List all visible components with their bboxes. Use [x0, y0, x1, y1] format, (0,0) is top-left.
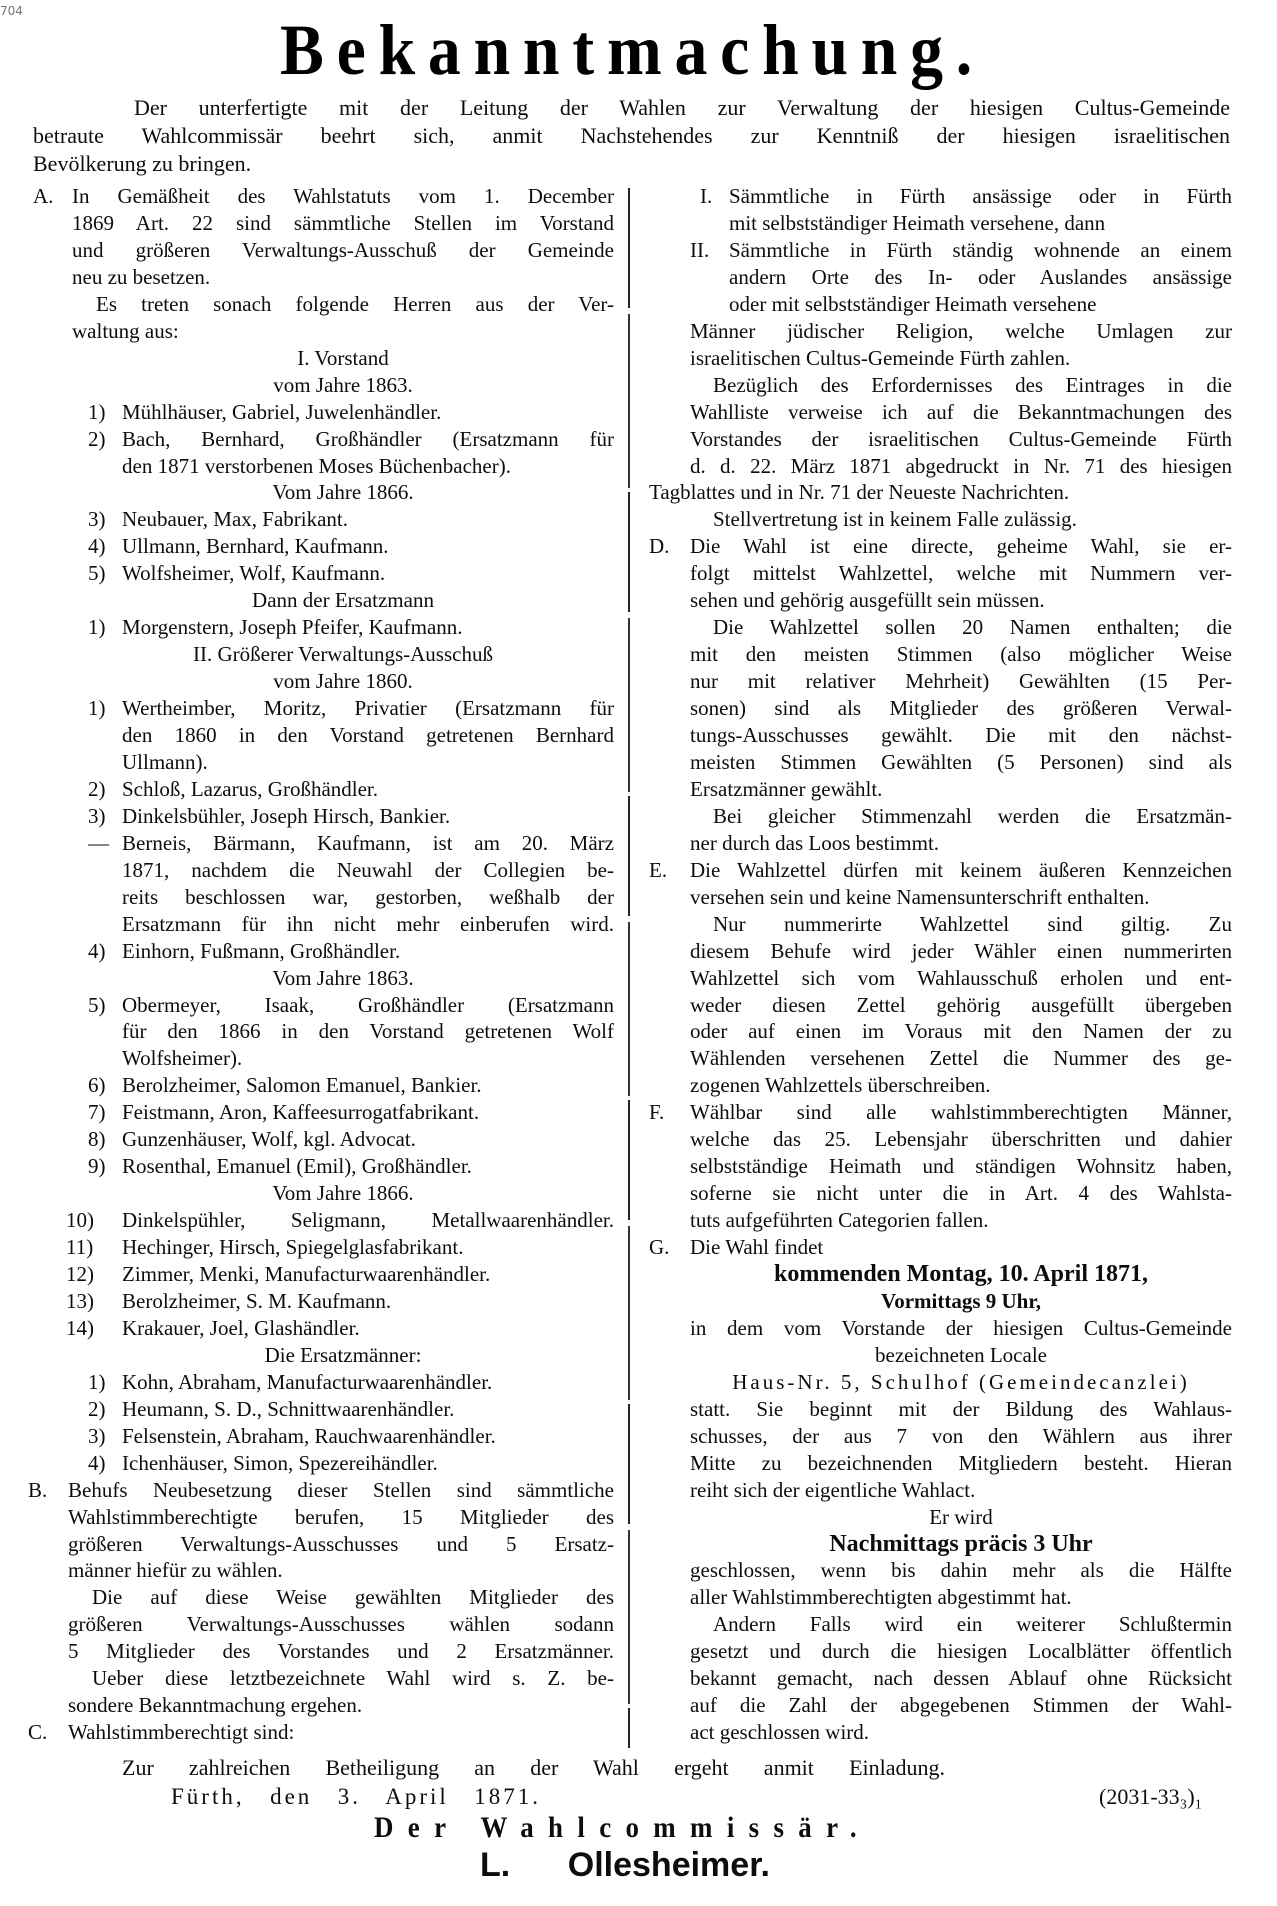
text-line — [713, 506, 1232, 533]
text-line — [122, 803, 614, 830]
text-line — [122, 1072, 614, 1099]
line-text: Wolfsheimer). — [122, 1046, 243, 1071]
text-line — [690, 641, 1232, 668]
line-text: versehen sein und keine Namensunterschrift enthalten. — [690, 884, 1150, 909]
line-text: Dinkelspühler, Seligmann, Metallwaarenhändler. — [122, 1208, 614, 1233]
line-text: Wahlstimmberechtigte berufen, 15 Mitglieder des — [68, 1504, 614, 1529]
text-line — [713, 911, 1232, 938]
section-label: II. — [690, 237, 710, 262]
text-line — [68, 1719, 614, 1746]
line-text: reiht sich der eigentliche Wahlact. — [690, 1477, 976, 1502]
line-text: Stellvertretung ist in keinem Falle zulässig. — [713, 507, 1077, 532]
text-line — [72, 668, 614, 695]
line-text: Bevölkerung zu bringen. — [33, 151, 252, 176]
text-line — [690, 533, 1232, 560]
line-text: Vom Jahre 1866. — [272, 480, 414, 505]
line-text: Die Wahlzettel sollen 20 Namen enthalten; die — [713, 615, 1232, 640]
line-text: waltung aus: — [72, 318, 179, 343]
intro-line — [134, 94, 1230, 121]
section-label: 11) — [66, 1235, 94, 1260]
text-line — [690, 1153, 1232, 1180]
section-label: 3) — [88, 507, 106, 532]
line-text: Ersatzmänner gewählt. — [690, 776, 883, 801]
line-text: schusses, der aus 7 von den Wählern aus ihrer — [690, 1423, 1232, 1448]
section-label: 1) — [88, 696, 106, 721]
text-line — [729, 183, 1232, 210]
line-text: Bei gleicher Stimmenzahl werden die Ersatzmän- — [713, 803, 1232, 828]
text-line — [68, 1638, 614, 1665]
text-line — [122, 884, 614, 911]
line-text: tuts aufgeführten Categorien fallen. — [690, 1208, 989, 1233]
text-line — [122, 506, 614, 533]
line-text: folgt mittelst Wahlzettel, welche mit Nummern ver- — [690, 561, 1232, 586]
section-label: 4) — [88, 534, 106, 559]
text-line — [690, 1018, 1232, 1045]
line-text: Die auf diese Weise gewählten Mitglieder des — [92, 1585, 614, 1610]
page-number: 704 — [0, 4, 23, 18]
line-text: Kohn, Abraham, Manufacturwaarenhändler. — [122, 1369, 493, 1394]
text-line — [690, 426, 1232, 453]
line-text: In Gemäßheit des Wahlstatuts vom 1. December — [72, 184, 614, 208]
text-line — [690, 749, 1232, 776]
text-line — [122, 992, 614, 1019]
line-text: oder mit selbstständiger Heimath versehene — [729, 291, 1097, 316]
line-text: Vom Jahre 1863. — [272, 965, 414, 990]
text-line — [122, 533, 614, 560]
section-label: 14) — [66, 1315, 94, 1340]
text-line — [122, 453, 614, 480]
section-label: C. — [28, 1720, 48, 1745]
text-line — [690, 857, 1232, 884]
line-text: mit selbstständiger Heimath versehene, dann — [729, 210, 1106, 235]
text-line — [690, 587, 1232, 614]
section-label: A. — [33, 184, 54, 208]
line-text: Er wird — [929, 1504, 993, 1529]
line-text: für den 1866 in den Vorstand getretenen Wolf — [122, 1019, 614, 1044]
line-text: mit den meisten Stimmen (also möglicher Weise — [690, 642, 1232, 667]
line-text: sondere Bekanntmachung ergehen. — [68, 1693, 363, 1718]
line-text: Hechinger, Hirsch, Spiegelglasfabrikant. — [122, 1235, 464, 1260]
text-line — [122, 1207, 614, 1234]
line-text: diesem Behufe wird jeder Wähler einen nummerirten — [690, 938, 1232, 963]
line-text: Gunzenhäuser, Wolf, kgl. Advocat. — [122, 1127, 416, 1152]
text-line — [729, 291, 1232, 318]
section-label: 8) — [88, 1127, 106, 1152]
section-label: 2) — [88, 426, 106, 451]
line-text: Rosenthal, Emanuel (Emil), Großhändler. — [122, 1154, 472, 1179]
line-text: statt. Sie beginnt mit der Bildung des Wahlaus- — [690, 1396, 1232, 1421]
text-line — [122, 722, 614, 749]
text-line — [690, 695, 1232, 722]
line-text: andern Orte des In- oder Auslandes ansässige — [729, 264, 1232, 289]
line-text: Berolzheimer, S. M. Kaufmann. — [122, 1288, 392, 1313]
section-label: 12) — [66, 1262, 94, 1286]
line-text: Sämmtliche in Fürth ständig wohnende an einem — [729, 237, 1232, 262]
line-text: Nachmittags präcis 3 Uhr — [829, 1530, 1093, 1557]
text-line — [690, 1369, 1232, 1396]
text-line — [72, 264, 614, 291]
text-line — [690, 1126, 1232, 1153]
line-text: auf die Zahl der abgegebenen Stimmen der Wahl- — [690, 1693, 1232, 1718]
line-text: in dem vom Vorstande der hiesigen Cultus-Gemeinde — [690, 1315, 1232, 1340]
line-text: Zimmer, Menki, Manufacturwaarenhändler. — [122, 1262, 491, 1286]
line-text: Vormittags 9 Uhr, — [880, 1288, 1042, 1313]
line-text: Die Wahlzettel dürfen mit keinem äußeren Kennzeichen — [690, 857, 1232, 882]
text-line — [122, 560, 614, 587]
reference-number: (2031-33₃)₁ — [1099, 1784, 1203, 1809]
section-label: F. — [649, 1100, 665, 1125]
text-line — [122, 1126, 614, 1153]
text-line — [690, 1342, 1232, 1369]
text-line — [729, 210, 1232, 237]
text-line — [122, 1099, 614, 1126]
line-text: Ueber diese letztbezeichnete Wahl wird s. Z. be- — [92, 1666, 614, 1691]
text-line — [690, 992, 1232, 1019]
line-text: vom Jahre 1863. — [273, 372, 413, 397]
text-line — [690, 453, 1232, 480]
text-line — [122, 1423, 614, 1450]
line-text: Wählbar sind alle wahlstimmberechtigten Männer, — [690, 1100, 1232, 1125]
text-line — [122, 1396, 614, 1423]
text-line — [690, 1261, 1232, 1288]
text-line — [122, 749, 614, 776]
line-text: Felsenstein, Abraham, Rauchwaarenhändler. — [122, 1423, 496, 1448]
line-text: und größeren Verwaltungs-Ausschuß der Gemeinde — [72, 237, 614, 262]
line-text: I. Vorstand — [297, 345, 389, 370]
line-text: größeren Verwaltungs-Ausschusses wählen sodann — [68, 1612, 614, 1637]
text-line — [72, 641, 614, 668]
text-line — [72, 587, 614, 614]
text-line — [72, 965, 614, 992]
text-line — [122, 1018, 614, 1045]
text-line — [690, 776, 1232, 803]
text-line — [122, 695, 614, 722]
line-text: act geschlossen wird. — [690, 1720, 870, 1745]
line-text: Wahlliste verweise ich auf die Bekanntmachungen des — [690, 399, 1232, 424]
line-text: 1871, nachdem die Neuwahl der Collegien be- — [122, 857, 614, 882]
line-text: nur mit relativer Mehrheit) Gewählten (15 Per- — [690, 669, 1232, 694]
line-text: Obermeyer, Isaak, Großhändler (Ersatzmann — [122, 992, 614, 1017]
line-text: selbstständige Heimath und ständigen Wohnsitz haben, — [690, 1154, 1232, 1179]
text-line — [72, 237, 614, 264]
text-line — [92, 1665, 614, 1692]
line-text: Tagblattes und in Nr. 71 der Neueste Nachrichten. — [649, 480, 1070, 505]
intro-line — [33, 122, 1230, 149]
line-text: bezeichneten Locale — [875, 1342, 1047, 1367]
text-line — [713, 372, 1232, 399]
text-line — [690, 830, 1232, 857]
line-text: Mitte zu bezeichnenden Mitgliedern besteht. Hieran — [690, 1450, 1232, 1475]
section-label: 6) — [88, 1073, 106, 1098]
text-line — [690, 722, 1232, 749]
signatory-title: Der Wahlcommissär. — [374, 1811, 871, 1844]
line-text: Es treten sonach folgende Herren aus der Ver- — [96, 291, 614, 316]
line-text: II. Größerer Verwaltungs-Ausschuß — [193, 642, 493, 667]
section-label: G. — [649, 1235, 670, 1260]
text-line — [96, 291, 614, 318]
text-line — [72, 479, 614, 506]
section-label: 5) — [88, 561, 106, 586]
line-text: tungs-Ausschusses gewählt. Die mit den nächst- — [690, 723, 1232, 747]
section-label: 9) — [88, 1154, 106, 1179]
text-line — [122, 1234, 614, 1261]
section-label: E. — [649, 857, 668, 882]
text-line — [68, 1557, 614, 1584]
line-text: Feistmann, Aron, Kaffeesurrogatfabrikant. — [122, 1100, 480, 1125]
line-text: weder diesen Zettel gehörig ausgefüllt übergeben — [690, 992, 1232, 1017]
text-line — [690, 1531, 1232, 1558]
line-text: Andern Falls wird ein weiterer Schlußtermin — [713, 1612, 1232, 1637]
text-line — [690, 399, 1232, 426]
text-line — [122, 1153, 614, 1180]
line-text: Bach, Bernhard, Großhändler (Ersatzmann für — [122, 426, 614, 451]
section-label: I. — [700, 184, 713, 208]
text-line — [690, 1099, 1232, 1126]
line-text: Morgenstern, Joseph Pfeifer, Kaufmann. — [122, 615, 463, 640]
line-text: sonen) sind als Mitglieder des größeren Verwal- — [690, 696, 1232, 721]
text-line — [713, 614, 1232, 641]
line-text: gesetzt und durch die hiesigen Localblätter öffentlich — [690, 1639, 1232, 1664]
text-line — [690, 318, 1232, 345]
text-line — [72, 318, 614, 345]
line-text: Wahlstimmberechtigt sind: — [68, 1720, 295, 1745]
line-text: Wertheimber, Moritz, Privatier (Ersatzmann für — [122, 696, 614, 721]
text-line — [690, 1584, 1232, 1611]
text-line — [122, 1045, 614, 1072]
text-line — [68, 1477, 614, 1504]
text-line — [122, 830, 614, 857]
text-line — [713, 1611, 1232, 1638]
line-text: Bezüglich des Erfordernisses des Eintrages in die — [713, 372, 1232, 397]
line-text: d. d. 22. März 1871 abgedruckt in Nr. 71 des hiesigen — [690, 453, 1232, 478]
line-text: zogenen Wahlzettels überschreiben. — [690, 1073, 991, 1098]
line-text: oder auf einen im Voraus mit den Namen der zu — [690, 1019, 1232, 1044]
line-text: geschlossen, wenn bis dahin mehr als die Hälfte — [690, 1558, 1232, 1583]
line-text: Behufs Neubesetzung dieser Stellen sind sämmtliche — [68, 1477, 614, 1502]
section-label: 13) — [66, 1288, 94, 1313]
text-line — [690, 938, 1232, 965]
line-text: Der unterfertigte mit der Leitung der Wahlen zur Verwaltung der hiesigen Cultus-Gemeinde — [134, 95, 1230, 120]
text-line — [690, 1207, 1232, 1234]
text-line — [72, 1342, 614, 1369]
text-line — [690, 1719, 1232, 1746]
line-text: sehen und gehörig ausgefüllt sein müssen. — [690, 588, 1045, 613]
text-line — [122, 1315, 614, 1342]
section-label: B. — [28, 1477, 48, 1502]
text-line — [122, 399, 614, 426]
text-line — [690, 1180, 1232, 1207]
page-title: Bekanntmachung. — [280, 10, 985, 90]
text-line — [690, 1692, 1232, 1719]
text-line — [690, 1423, 1232, 1450]
line-text: Berolzheimer, Salomon Emanuel, Bankier. — [122, 1073, 482, 1098]
section-label: 1) — [88, 615, 106, 640]
section-label: 2) — [88, 776, 106, 801]
line-text: kommenden Montag, 10. April 1871, — [773, 1261, 1148, 1287]
line-text: Haus-Nr. 5, Schulhof (Gemeindecanzlei) — [732, 1369, 1190, 1394]
text-line — [122, 1288, 614, 1315]
text-line — [122, 614, 614, 641]
line-text: Heumann, S. D., Schnittwaarenhändler. — [122, 1396, 455, 1421]
text-line — [690, 1557, 1232, 1584]
text-line — [713, 803, 1232, 830]
line-text: meisten Stimmen Gewählten (5 Personen) sind als — [690, 749, 1232, 774]
line-text: 5 Mitglieder des Vorstandes und 2 Ersatzmänner. — [68, 1639, 614, 1664]
text-line — [122, 1261, 614, 1288]
text-line — [72, 183, 614, 210]
line-text: Ullmann, Bernhard, Kaufmann. — [122, 534, 389, 559]
line-text: ner durch das Loos bestimmt. — [690, 830, 940, 855]
line-text: Ersatzmann für ihn nicht mehr einberufen wird. — [122, 911, 614, 936]
section-label: 3) — [88, 803, 106, 828]
text-line — [690, 345, 1232, 372]
column-divider — [628, 188, 630, 1748]
line-text: männer hiefür zu wählen. — [68, 1558, 283, 1583]
text-line — [690, 1288, 1232, 1315]
line-text: Vom Jahre 1866. — [272, 1181, 414, 1206]
text-line — [690, 965, 1232, 992]
line-text: Dinkelsbühler, Joseph Hirsch, Bankier. — [122, 803, 451, 828]
text-line — [690, 1450, 1232, 1477]
line-text: betraute Wahlcommissär beehrt sich, anmit Nachstehendes zur Kenntniß der hiesigen israelitischen — [33, 123, 1230, 148]
line-text: Einhorn, Fußmann, Großhändler. — [122, 938, 401, 963]
text-line — [68, 1692, 614, 1719]
text-line — [92, 1584, 614, 1611]
text-line — [72, 1180, 614, 1207]
text-line — [68, 1504, 614, 1531]
line-text: aller Wahlstimmberechtigten abgestimmt hat. — [690, 1585, 1072, 1610]
line-text: größeren Verwaltungs-Ausschusses und 5 Ersatz- — [68, 1531, 614, 1556]
section-label: 1) — [88, 1369, 106, 1394]
text-line — [690, 1396, 1232, 1423]
line-text: Wolfsheimer, Wolf, Kaufmann. — [122, 561, 386, 586]
text-line — [72, 210, 614, 237]
line-text: Männer jüdischer Religion, welche Umlagen zur — [690, 318, 1232, 343]
section-label: 7) — [88, 1100, 106, 1125]
text-line — [729, 264, 1232, 291]
text-line — [649, 479, 1232, 506]
line-text: Mühlhäuser, Gabriel, Juwelenhändler. — [122, 399, 442, 424]
line-text: Krakauer, Joel, Glashändler. — [122, 1315, 360, 1340]
text-line — [690, 1315, 1232, 1342]
line-text: 1869 Art. 22 sind sämmtliche Stellen im Vorstand — [72, 210, 614, 235]
text-line — [690, 1234, 1232, 1261]
line-text: vom Jahre 1860. — [273, 669, 413, 694]
line-text: israelitischen Cultus-Gemeinde Fürth zahlen. — [690, 345, 1071, 370]
line-text: Dann der Ersatzmann — [252, 588, 434, 613]
section-label: — — [88, 830, 109, 855]
section-label: 4) — [88, 1450, 106, 1475]
line-text: Schloß, Lazarus, Großhändler. — [122, 776, 379, 801]
line-text: Neubauer, Max, Fabrikant. — [122, 507, 349, 532]
section-label: 2) — [88, 1396, 106, 1421]
line-text: welche das 25. Lebensjahr überschritten und dahier — [690, 1127, 1232, 1152]
line-text: Die Wahl ist eine directe, geheime Wahl, sie er- — [690, 534, 1232, 559]
line-text: Sämmtliche in Fürth ansässige oder in Fürth — [729, 184, 1232, 208]
text-line — [68, 1611, 614, 1638]
text-line — [690, 1072, 1232, 1099]
text-line — [729, 237, 1232, 264]
line-text: Wählenden versehenen Zettel die Nummer des ge- — [690, 1046, 1232, 1071]
text-line — [122, 1450, 614, 1477]
line-text: soferne sie nicht unter die in Art. 4 des Wahlsta- — [690, 1181, 1232, 1206]
text-line — [690, 1665, 1232, 1692]
text-line — [690, 1638, 1232, 1665]
text-line — [122, 426, 614, 453]
line-text: Vorstandes der israelitischen Cultus-Gemeinde Fürth — [690, 426, 1232, 451]
text-line — [122, 857, 614, 884]
section-label: 5) — [88, 992, 106, 1017]
text-line — [690, 1045, 1232, 1072]
section-label: 4) — [88, 938, 106, 963]
signatory-name: L. Ollesheimer. — [480, 1846, 770, 1884]
section-label: D. — [649, 534, 670, 559]
line-text: Nur nummerirte Wahlzettel sind giltig. Zu — [713, 911, 1232, 936]
section-label: 1) — [88, 399, 106, 424]
text-line — [690, 1477, 1232, 1504]
line-text: reits beschlossen war, gestorben, weßhalb der — [122, 884, 614, 909]
text-line — [690, 560, 1232, 587]
text-line — [122, 911, 614, 938]
line-text: neu zu besetzen. — [72, 264, 211, 289]
line-text: Ichenhäuser, Simon, Spezereihändler. — [122, 1450, 438, 1475]
text-line — [72, 345, 614, 372]
line-text: bekannt gemacht, nach dessen Ablauf ohne Rücksicht — [690, 1666, 1232, 1691]
line-text: den 1860 in den Vorstand getretenen Bernhard — [122, 723, 614, 747]
text-line — [72, 372, 614, 399]
closing-invitation: Zur zahlreichen Betheiligung an der Wahl ergeht anmit Einladung. — [122, 1755, 945, 1780]
line-text: Wahlzettel sich vom Wahlausschuß erholen und ent- — [690, 965, 1232, 990]
text-line — [690, 1504, 1232, 1531]
section-label: 3) — [88, 1423, 106, 1448]
line-text: Ullmann). — [122, 749, 208, 774]
place-date: Fürth, den 3. April 1871. — [171, 1784, 541, 1809]
intro-line — [33, 150, 1230, 177]
text-line — [122, 1369, 614, 1396]
line-text: Berneis, Bärmann, Kaufmann, ist am 20. März — [122, 830, 614, 855]
text-line — [690, 668, 1232, 695]
line-text: den 1871 verstorbenen Moses Büchenbacher). — [122, 453, 511, 478]
text-line — [68, 1531, 614, 1558]
section-label: 10) — [66, 1208, 94, 1233]
line-text: Die Wahl findet — [690, 1235, 824, 1260]
text-line — [122, 938, 614, 965]
text-line — [690, 884, 1232, 911]
text-line — [122, 776, 614, 803]
line-text: Die Ersatzmänner: — [264, 1342, 422, 1367]
